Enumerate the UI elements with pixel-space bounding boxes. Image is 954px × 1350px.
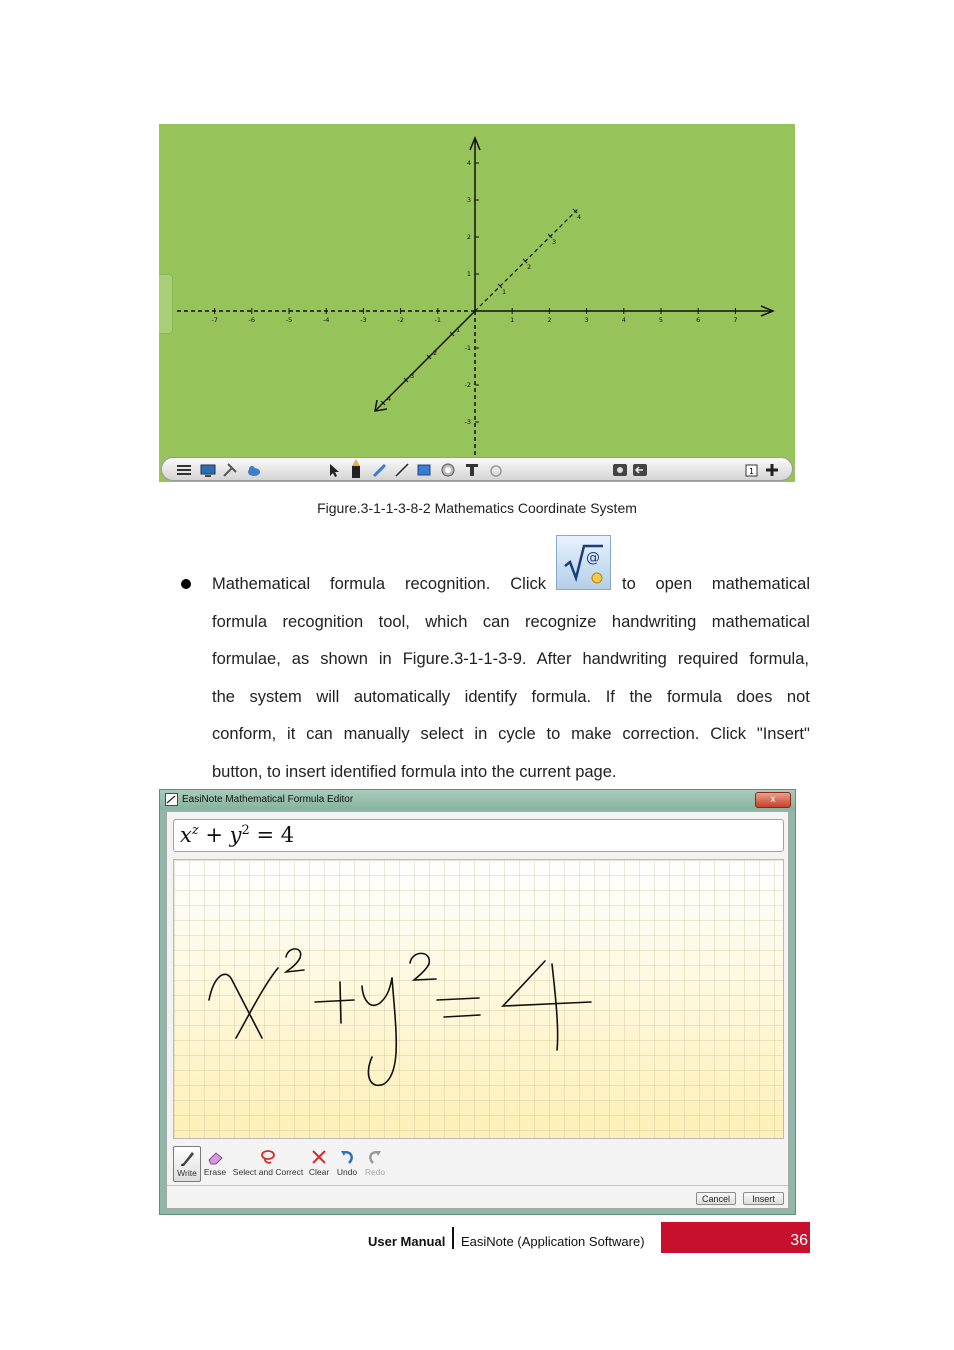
- record-icon[interactable]: [612, 462, 628, 478]
- y-tick-label: 4: [466, 159, 471, 167]
- window-titlebar: [160, 790, 795, 810]
- tool-label: Redo: [364, 1167, 386, 1177]
- page-number: 36: [661, 1222, 810, 1253]
- recognized-formula: $x^z + y^2 = 4$: [180, 823, 295, 847]
- line-icon[interactable]: [394, 462, 410, 478]
- undo-icon: [338, 1148, 356, 1166]
- pen-icon: [178, 1149, 196, 1167]
- diag-tick-label: 3: [410, 372, 415, 380]
- y-tick-label: 3: [466, 196, 471, 204]
- line1-head-word: Click: [510, 575, 546, 593]
- footer-divider: [452, 1227, 454, 1249]
- x-tick-label: -1: [434, 316, 442, 324]
- back-icon[interactable]: [632, 462, 648, 478]
- x-tick-label: 7: [733, 316, 738, 324]
- x-tick-label: -2: [397, 316, 404, 324]
- footer-manual-label: User Manual: [368, 1234, 446, 1249]
- select-arrow-icon[interactable]: [326, 462, 342, 478]
- para-line-4: the system will automatically identify formula. If the formula does not: [212, 688, 810, 706]
- para-line-5: conform, it can manually select in cycle to make correction. Click "Insert": [212, 725, 810, 743]
- diag-tick-label: 1: [456, 326, 461, 334]
- tool-label: Write: [177, 1168, 197, 1178]
- line1-tail-word: mathematical: [711, 575, 810, 593]
- line1-tail-word: open: [655, 575, 693, 593]
- svg-text:@: @: [586, 550, 600, 566]
- para-line-1-tail: [622, 574, 810, 594]
- footer-product-label: EasiNote (Application Software): [461, 1234, 645, 1249]
- line1-head-word: recognition.: [405, 575, 491, 593]
- x-tick-label: -5: [285, 316, 293, 324]
- line1-tail-word: to: [622, 575, 636, 593]
- cloud-icon[interactable]: [246, 462, 262, 478]
- para-line-2: formula recognition tool, which can recognize handwriting mathematical: [212, 613, 810, 631]
- y-tick-label: -3: [464, 418, 471, 426]
- editor-client-area: [166, 811, 789, 1209]
- tool-label: Clear: [308, 1167, 330, 1177]
- x-tick-label: -7: [211, 316, 218, 324]
- tool-label: Erase: [203, 1167, 227, 1177]
- side-panel-handle[interactable]: [159, 274, 173, 334]
- redo-icon: [366, 1148, 384, 1166]
- coordinate-axes: [159, 124, 795, 482]
- tool-write[interactable]: [173, 1146, 201, 1182]
- y-tick-label: -1: [464, 344, 471, 352]
- menu-icon[interactable]: [176, 462, 192, 478]
- page-indicator-icon[interactable]: [744, 462, 760, 478]
- diag-tick-label: 4: [577, 213, 582, 221]
- tool-erase[interactable]: [202, 1146, 228, 1180]
- x-tick-label: 1: [510, 316, 515, 324]
- coordinate-system-screenshot: [159, 124, 795, 482]
- diag-tick-label: 3: [552, 238, 557, 246]
- handwriting-canvas[interactable]: [173, 859, 784, 1139]
- y-tick-label: -2: [464, 381, 471, 389]
- diag-tick-label: 2: [527, 263, 532, 271]
- tool-redo[interactable]: [363, 1146, 387, 1180]
- diag-tick-label: 2: [433, 349, 438, 357]
- figure1-caption: Figure.3-1-1-3-8-2 Mathematics Coordinate System: [317, 500, 637, 516]
- cancel-button[interactable]: Cancel: [696, 1192, 736, 1205]
- editor-app-icon: [165, 793, 178, 806]
- y-tick-label: 2: [466, 233, 471, 241]
- bullet-dot: [181, 579, 191, 589]
- y-tick-label: 1: [466, 270, 471, 278]
- separator: [167, 1185, 788, 1186]
- tool-clear[interactable]: [307, 1146, 331, 1180]
- x-tick-label: 6: [696, 316, 701, 324]
- rectangle-icon[interactable]: [416, 462, 432, 478]
- screen-icon[interactable]: [200, 462, 216, 478]
- clear-icon: [310, 1148, 328, 1166]
- x-tick-label: 5: [658, 316, 664, 324]
- para-line-3: formulae, as shown in Figure.3-1-1-3-9. After handwriting required formula,: [212, 650, 809, 668]
- tool-label: Select and Correct: [232, 1167, 304, 1177]
- pen-tool-icon[interactable]: [348, 458, 364, 480]
- text-icon[interactable]: [464, 462, 480, 478]
- tools-icon[interactable]: [222, 462, 238, 478]
- x-tick-label: 4: [621, 316, 626, 324]
- x-tick-label: 2: [547, 316, 552, 324]
- line1-head-word: Mathematical: [212, 575, 311, 593]
- insert-button[interactable]: Insert: [743, 1192, 784, 1205]
- eraser-icon: [206, 1148, 224, 1166]
- handwritten-formula: [174, 860, 783, 1138]
- svg-text:1: 1: [748, 467, 755, 476]
- spotlight-icon[interactable]: [440, 462, 456, 478]
- diag-tick-label: 4: [387, 395, 392, 403]
- add-page-icon[interactable]: [764, 462, 780, 478]
- tool-label: Undo: [336, 1167, 358, 1177]
- x-tick-label: -3: [360, 316, 367, 324]
- formula-editor-window: [159, 789, 796, 1215]
- window-title: EasiNote Mathematical Formula Editor: [182, 794, 354, 805]
- recognized-formula-box[interactable]: [173, 819, 784, 852]
- tool-undo[interactable]: [335, 1146, 359, 1180]
- brush-icon[interactable]: [372, 462, 388, 478]
- para-line-1-head: [212, 574, 546, 594]
- tool-select-and-correct[interactable]: [232, 1146, 304, 1180]
- x-tick-label: 3: [584, 316, 589, 324]
- diag-tick-label: 1: [502, 288, 507, 296]
- hand-icon[interactable]: [488, 462, 504, 478]
- close-button[interactable]: x: [755, 792, 791, 808]
- lasso-icon: [259, 1148, 277, 1166]
- bottom-toolbar: [161, 457, 793, 481]
- x-tick-label: -4: [322, 316, 330, 324]
- para-line-6: button, to insert identified formula into the current page.: [212, 763, 617, 781]
- x-tick-label: -6: [248, 316, 256, 324]
- formula-recognition-icon: [556, 535, 611, 590]
- line1-head-word: formula: [330, 575, 386, 593]
